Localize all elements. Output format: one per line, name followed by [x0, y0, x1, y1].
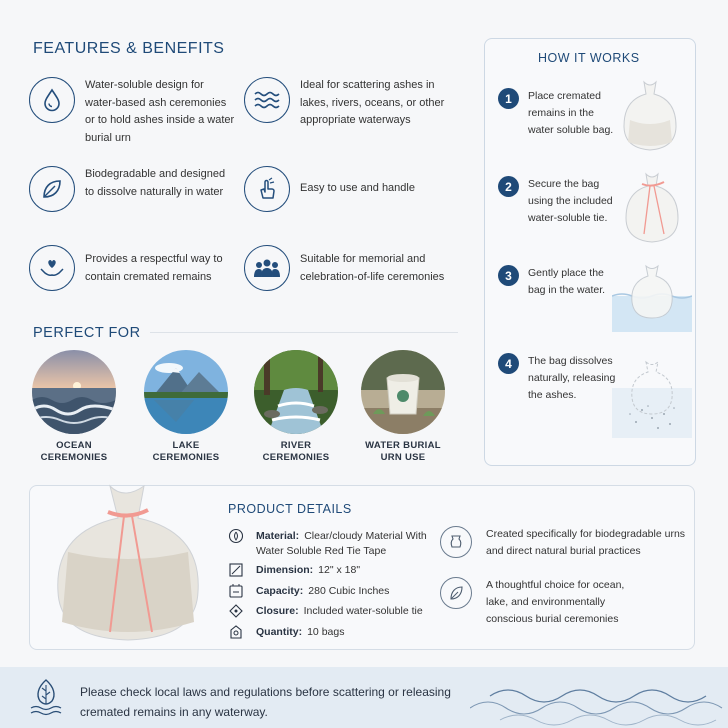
heart-hands-icon [29, 245, 75, 291]
spec-label: Dimension: [256, 564, 314, 576]
product-details-title: PRODUCT DETAILS [228, 502, 352, 516]
bag-in-water-illustration [612, 262, 692, 332]
spec-material [228, 529, 428, 559]
spec-label: Quantity: [256, 626, 303, 638]
step-number: 1 [498, 88, 519, 109]
spec-label: Material: [256, 530, 300, 542]
spec-value: Included water-soluble tie [303, 605, 423, 617]
product-bag-image [48, 482, 208, 644]
spec-label: Closure: [256, 605, 299, 617]
leaf-icon [29, 166, 75, 212]
eco-leaf-icon [440, 577, 472, 609]
ocean-image [32, 350, 116, 434]
spec-closure [228, 604, 423, 619]
step-item [498, 176, 620, 227]
use-case-lake [136, 350, 236, 464]
how-it-works-title: HOW IT WORKS [538, 51, 640, 65]
urn-icon [440, 526, 472, 558]
step-item [498, 353, 620, 404]
bag-dissolving-illustration [612, 358, 692, 438]
feature-text: Suitable for memorial and celebration-of-life ceremonies [300, 253, 445, 283]
feature-text: Biodegradable and designed to dissolve naturally in water [85, 168, 226, 198]
use-case-label: RIVER CEREMONIES [262, 440, 330, 463]
step-number: 3 [498, 265, 519, 286]
features-title: FEATURES & BENEFITS [33, 40, 225, 57]
people-icon [244, 245, 290, 291]
perfect-for-title: PERFECT FOR [33, 325, 141, 341]
feature-text: Easy to use and handle [300, 182, 415, 194]
use-case-label: OCEAN CEREMONIES [40, 440, 108, 463]
spec-quantity [228, 625, 344, 640]
step-text: Secure the bag using the included water-soluble tie. [528, 178, 613, 224]
bag-filled-illustration [618, 78, 682, 154]
use-case-ocean [24, 350, 124, 464]
spec-label: Capacity: [256, 585, 304, 597]
side-point-text: Created specifically for biodegradable urns and direct natural burial practices [486, 528, 686, 557]
side-point-text: A thoughtful choice for ocean, lake, and environmentally conscious burial ceremonies [486, 579, 625, 625]
bag-tied-illustration [620, 170, 684, 246]
use-case-label: WATER BURIAL URN USE [365, 440, 441, 463]
hand-icon [244, 166, 290, 212]
spec-value: 280 Cubic Inches [308, 585, 390, 597]
step-text: Place cremated remains in the water soluble bag. [528, 90, 614, 136]
feature-item [29, 77, 235, 147]
feature-item [29, 245, 235, 291]
step-item [498, 265, 620, 299]
feature-item [29, 166, 235, 212]
side-point [440, 526, 686, 560]
divider [150, 332, 458, 333]
step-number: 2 [498, 176, 519, 197]
use-case-urn [353, 350, 453, 464]
spec-value: 10 bags [307, 626, 345, 638]
waves-icon [244, 77, 290, 123]
step-text: Gently place the bag in the water. [528, 267, 606, 296]
footer-disclaimer: Please check local laws and regulations before scattering or releasing cremated remains in any waterway. [80, 685, 451, 719]
waves-decoration [470, 674, 728, 728]
spec-capacity [228, 584, 389, 599]
feature-text: Provides a respectful way to contain cremated remains [85, 253, 223, 283]
feature-text: Water-soluble design for water-based ash ceremonies or to hold ashes inside a water burial urn [85, 79, 235, 144]
side-point [440, 577, 646, 628]
dimension-icon [228, 562, 244, 578]
closure-icon [228, 603, 244, 619]
step-item [498, 88, 620, 139]
river-image [254, 350, 338, 434]
feature-item [244, 77, 450, 130]
quantity-icon [228, 624, 244, 640]
urn-image [361, 350, 445, 434]
step-number: 4 [498, 353, 519, 374]
water-drop-icon [29, 77, 75, 123]
use-case-river [246, 350, 346, 464]
feature-item [244, 245, 460, 291]
step-text: The bag dissolves naturally, releasing the ashes. [528, 355, 616, 401]
spec-value: Clear/cloudy Material With Water Soluble Red Tie Tape [256, 530, 427, 557]
feature-text: Ideal for scattering ashes in lakes, rivers, oceans, or other appropriate waterways [300, 79, 445, 126]
capacity-icon [228, 583, 244, 599]
spec-value: 12" x 18" [318, 564, 361, 576]
spec-dimension [228, 563, 360, 578]
use-case-label: LAKE CEREMONIES [152, 440, 220, 463]
feature-item [244, 166, 450, 212]
material-icon [228, 528, 244, 544]
lake-image [144, 350, 228, 434]
water-leaf-icon [28, 677, 64, 717]
